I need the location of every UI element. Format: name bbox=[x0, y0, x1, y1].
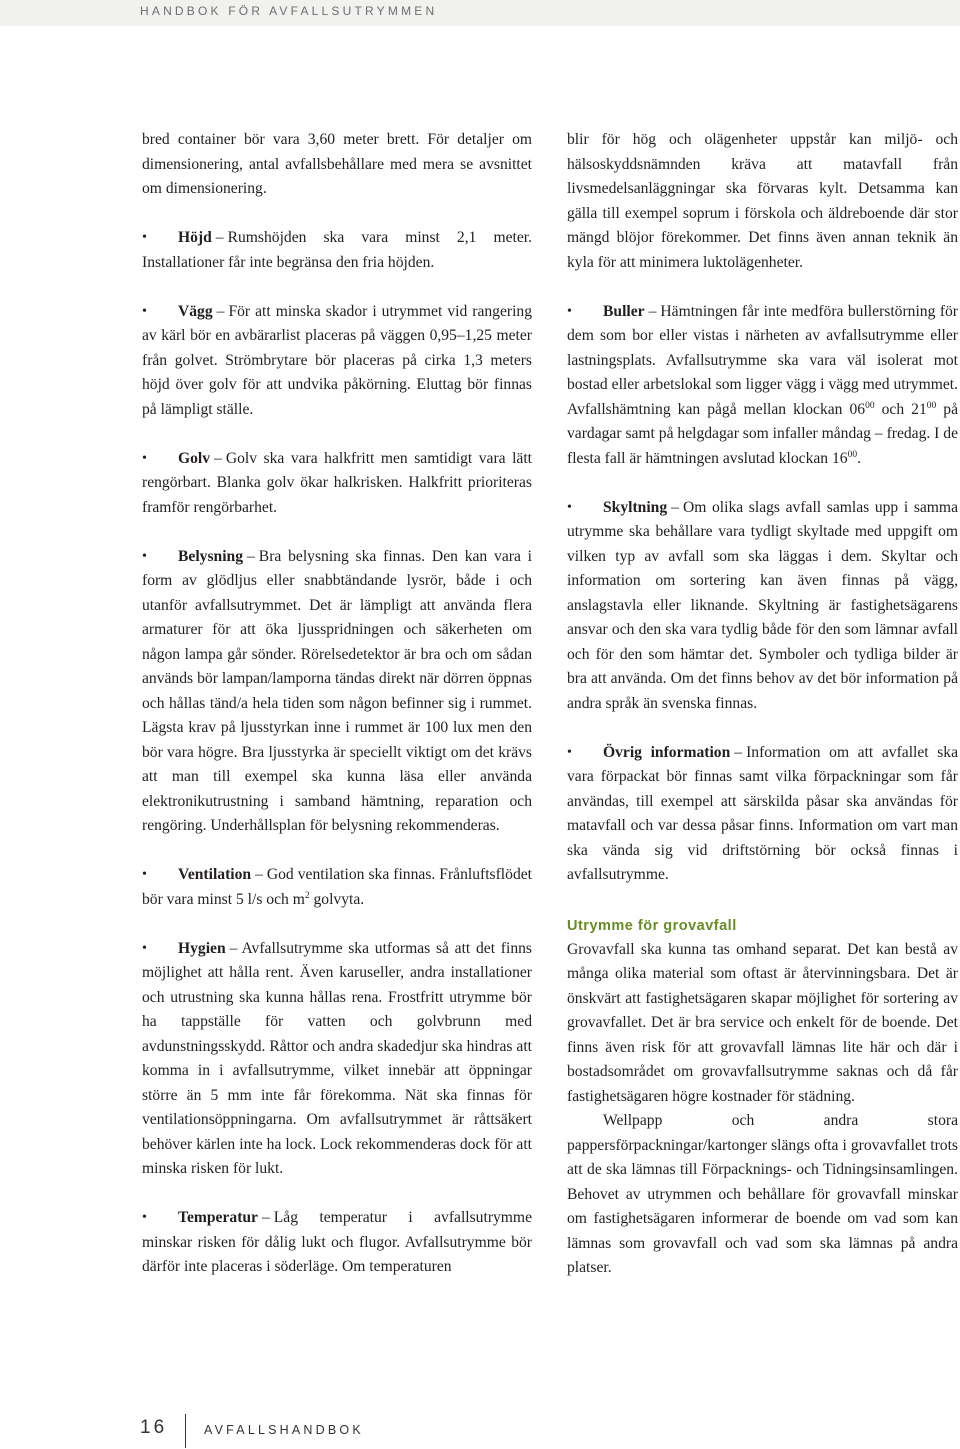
bullet-text: Hämtningen får inte medföra bullerstörning för dem som bor eller vistas i närheten av avfallsutrymme eller lastningsplats. Avfallsutrymme ska vara väl isolerat mot bostad eller arbetslokal som ligger vägg i vägg med utrymmet. Avfallshämtning kan pågå mellan klockan 06 bbox=[567, 302, 958, 418]
bullet-dot-icon: • bbox=[142, 940, 147, 956]
superscript: 2 bbox=[304, 890, 310, 901]
bullet-ovrig-information: • Övrig information – Information om att avfallet ska vara förpackat bör finnas samt vilka förpackningar som får användas, till exempel att särskilda påsar ska användas för matavfall och var dessa påsar finns. Information om vart man ska vända sig vid driftstörning bör också finnas i avfallsutrymme. bbox=[567, 741, 958, 888]
bullet-text: och 21 bbox=[874, 400, 927, 418]
bullet-dot-icon: • bbox=[142, 230, 147, 245]
bullet-text: Golv ska vara halkfritt men samtidigt vara lätt rengörbart. Blanka golv ökar halkrisken. Halkfritt prioriteras framför rengörbarhet. bbox=[142, 449, 532, 516]
bullet-term: Temperatur bbox=[178, 1209, 258, 1226]
bullet-term: Ventilation bbox=[178, 866, 252, 883]
bullet-text: Om olika slags avfall samlas upp i samma utrymme ska behållare vara tydligt skyltade med uppgift om vilken typ av avfall som ska läggas i dem. Skyltar och information om sortering kan även finnas på vägg, anslagstavla eller liknande. Skyltning är fastighetsägarens ansvar och den ska vara tydlig både för den som lämnar avfall och för den som hämtar det. Symboler och tydliga bilder är bra att använda. Om det finns behov av det bör information på andra språk än svenska finnas. bbox=[567, 498, 958, 712]
footer-title: AVFALLSHANDBOK bbox=[204, 1423, 364, 1437]
bullet-text: God ventilation ska finnas. Frånluftsflödet bör vara minst 5 l/s och m bbox=[142, 866, 532, 908]
bullet-dot-icon: • bbox=[567, 744, 572, 760]
bullet-term: Golv bbox=[178, 449, 211, 467]
bullet-dot-icon: • bbox=[567, 303, 572, 319]
bullet-term: Hygien bbox=[178, 939, 226, 957]
bullet-vagg: • Vägg – För att minska skador i utrymmet vid rangering av kärl bör en avbärarlist placeras på väggen 0,95–1,25 meter från golvet. Strömbrytare bör placeras på cirka 1,3 meters höjd över golv för att undvika påkörning. Eluttag bör finnas på lämpligt ställe. bbox=[142, 300, 532, 423]
bullet-term: Höjd bbox=[178, 229, 212, 246]
left-intro-paragraph: bred container bör vara 3,60 meter brett. För detaljer om dimensionering, antal avfallsbehållare med mera se avsnittet om dimensionering. bbox=[142, 131, 532, 197]
section-heading: Utrymme för grovavfall bbox=[567, 917, 737, 934]
bullet-text: Information om att avfallet ska vara förpackat bör finnas samt vilka förpackningar som får användas, till exempel att särskilda påsar ska användas för matavfall och var dessa påsar finns. Information om vart man ska vända sig vid driftstörning bör också finnas i avfallsutrymme. bbox=[567, 743, 959, 883]
bullet-text-tail: golvyta. bbox=[309, 890, 365, 908]
bullet-dot-icon: • bbox=[142, 450, 147, 466]
superscript: 00 bbox=[926, 400, 937, 411]
left-column bbox=[142, 128, 532, 1280]
right-intro-paragraph: blir för hög och olägenheter uppstår kan miljö- och hälsoskyddsnämnden kräva att matavfall från livsmedelsanläggningar ska förvaras kylt. Detsamma kan gälla till exempel soprum i förskola och äldreboende där stor mängd blöjor förekommer. Det finns även annan teknik än kyla för att minimera luktolägenheter. bbox=[567, 131, 958, 271]
footer-divider bbox=[185, 1414, 186, 1448]
bullet-text: Låg temperatur i avfallsutrymme minskar risken för dålig lukt och flugor. Avfallsutrymme bör därför inte placeras i söderläge. Om temperaturen bbox=[142, 1209, 532, 1275]
bullet-dot-icon: • bbox=[567, 499, 572, 515]
bullet-dot-icon: • bbox=[142, 867, 147, 882]
bullet-buller: • Buller – Hämtningen får inte medföra bullerstörning för dem som bor eller vistas i närheten av avfallsutrymme eller lastningsplats. Avfallsutrymme ska vara väl isolerat mot bostad eller arbetslokal som ligger vägg i vägg med utrymmet. Avfallshämtning kan pågå mellan klockan $06^{00}$ och $21^{00}$ på vardagar samt på helgdagar som infaller måndag – fredag. I de flesta fall är hämtningen avslutad klockan $16^{00}$. bbox=[567, 300, 958, 472]
bullet-term: Skyltning bbox=[603, 498, 668, 516]
page-footer bbox=[140, 1414, 540, 1448]
bullet-temperatur: • Temperatur – Låg temperatur i avfallsutrymme minskar risken för dålig lukt och flugor. Avfallsutrymme bör därför inte placeras i söderläge. Om temperaturen bbox=[142, 1206, 532, 1280]
bullet-hygien: • Hygien – Avfallsutrymme ska utformas så att det finns möjlighet att hålla rent. Även karuseller, andra installationer och utrustning ska kunna hållas rena. Frostfritt utrymme bör ha tappställe för vatten och golvbrunn med avdunstningsskydd. Råttor och andra skadedjur ska hindras att komma in i avfallsutrymme, vilket innebär att öppningar större än 5 mm inte får förekomma. Nät ska finnas för ventilationsöppningarna. Om avfallsutrymmet är råttsäkert behöver kärlen inte ha lock. Lock rekommenderas dock för att minska risken för lukt. bbox=[142, 937, 532, 1182]
bullet-text: på vardagar samt på helgdagar som infaller måndag – fredag. I de flesta fall är hämtningen avslutad klockan 16 bbox=[567, 400, 959, 467]
bullet-text: Rumshöjden ska vara minst 2,1 meter. Installationer får inte begränsa den fria höjden. bbox=[142, 229, 532, 271]
bullet-golv: • Golv – Golv ska vara halkfritt men samtidigt vara lätt rengörbart. Blanka golv ökar halkrisken. Halkfritt prioriteras framför rengörbarhet. bbox=[142, 447, 532, 521]
bullet-ventilation: • Ventilation – God ventilation ska finnas. Frånluftsflödet bör vara minst 5 l/s och $m^2$ golvyta. bbox=[142, 863, 532, 912]
superscript: 00 bbox=[865, 400, 875, 411]
bullet-term: Vägg bbox=[178, 302, 213, 320]
running-header bbox=[0, 0, 960, 26]
bullet-term: Övrig information bbox=[603, 743, 731, 761]
bullet-text: För att minska skador i utrymmet vid rangering av kärl bör en avbärarlist placeras på väggen 0,95–1,25 meter från golvet. Strömbrytare bör placeras på cirka 1,3 meters höjd över golv för att undvika påkörning. Eluttag bör finnas på lämpligt ställe. bbox=[142, 302, 532, 418]
section-paragraph: Wellpapp och andra stora pappersförpackningar/kartonger slängs ofta i grovavfallet trots att de ska lämnas till Förpacknings- och Tidningsinsamlingen. Behovet av utrymmen och behållare för grovavfall minskar om fastighetsägaren informerar de boende om vad som kan lämnas som grovavfall och vad som ska lämnas på andra platser. bbox=[567, 1112, 958, 1276]
bullet-dot-icon: • bbox=[142, 303, 147, 319]
bullet-text: . bbox=[857, 449, 862, 467]
bullet-skyltning: • Skyltning – Om olika slags avfall samlas upp i samma utrymme ska behållare vara tydligt skyltade med uppgift om vilken typ av avfall som ska läggas i dem. Skyltar och information om sortering kan även finnas på vägg, anslagstavla eller liknande. Skyltning är fastighetsägarens ansvar och den ska vara tydlig både för den som lämnar avfall och för den som hämtar det. Symboler och tydliga bilder är bra att använda. Om det finns behov av det bör information på andra språk än svenska finnas. bbox=[567, 496, 958, 717]
bullet-belysning: • Belysning – Bra belysning ska finnas. Den kan vara i form av glödljus eller snabbtändande lysrör, både i och utanför avfallsutrymmet. Det är lämpligt att använda flera armaturer för att öka ljusspridningen och säkerheten om någon lampa går sönder. Rörelsedetektor är bra och om sådan används bör lampan/lamporna tändas direkt när dörren öppnas och hållas tänd/a hela tiden som någon befinner sig i rummet. Lägsta krav på ljusstyrkan inne i rummet är 100 lux men den bör vara högre. Bra ljusstyrka är speciellt viktigt om det krävs att man till exempel ska kunna läsa eller använda elektronikutrustning i samband hämtning, reparation och rengöring. Underhållsplan för belysning rekommenderas. bbox=[142, 545, 532, 839]
bullet-hojd: • Höjd – Rumshöjden ska vara minst 2,1 meter. Installationer får inte begränsa den fria höjden. bbox=[142, 226, 532, 275]
bullet-term: Buller bbox=[603, 302, 645, 320]
bullet-term: Belysning bbox=[178, 547, 243, 565]
bullet-dot-icon: • bbox=[142, 1210, 147, 1225]
section-paragraph: Grovavfall ska kunna tas omhand separat. Det kan bestå av många olika material som oftast är återvinningsbara. Det är önskvärt att fastighetsägaren skapar möjlighet för sortering av grovavfallet. Det är bra service och enkelt för de boende. Det finns även risk för att grovavfall lämnas lite här och där i bostadsområdet om grovavfallsutrymme saknas och då får fastighetsägaren högre kostnader för städning. bbox=[567, 940, 958, 1105]
bullet-dot-icon: • bbox=[142, 548, 147, 564]
superscript: 00 bbox=[847, 449, 858, 460]
page-number: 16 bbox=[140, 1417, 168, 1438]
right-column bbox=[567, 128, 958, 1281]
bullet-text: Bra belysning ska finnas. Den kan vara i form av glödljus eller snabbtändande lysrör, både i och utanför avfallsutrymmet. Det är lämpligt att använda flera armaturer för att öka ljusspridningen och säkerheten om någon lampa går sönder. Rörelsedetektor är bra och om sådan används bör lampan/lamporna tändas direkt när dörren öppnas och hållas tänd/a hela tiden som någon befinner sig i rummet. Lägsta krav på ljusstyrkan inne i rummet är 100 lux men den bör vara högre. Bra ljusstyrka är speciellt viktigt om det krävs att man till exempel ska kunna läsa eller använda elektronikutrustning i samband hämtning, reparation och rengöring. Underhållsplan för belysning rekommenderas. bbox=[142, 547, 532, 834]
running-header-title: HANDBOK FÖR AVFALLSUTRYMMEN bbox=[140, 4, 438, 18]
bullet-text: Avfallsutrymme ska utformas så att det finns möjlighet att hålla rent. Även karuseller, andra installationer och utrustning ska kunna hållas rena. Frostfritt utrymme bör ha tappställe för vatten och golvbrunn med avdunstningsskydd. Råttor och andra skadedjur ska hindras att komma in i avfallsutrymme, vilket innebär att öppningar större än 5 mm inte får förekomma. Nät ska finnas för ventilationsöppningarna. Om avfallsutrymmet är råttsäkert behöver kärlen inte ha lock. Lock rekommenderas dock för att minska risken för lukt. bbox=[142, 939, 532, 1177]
